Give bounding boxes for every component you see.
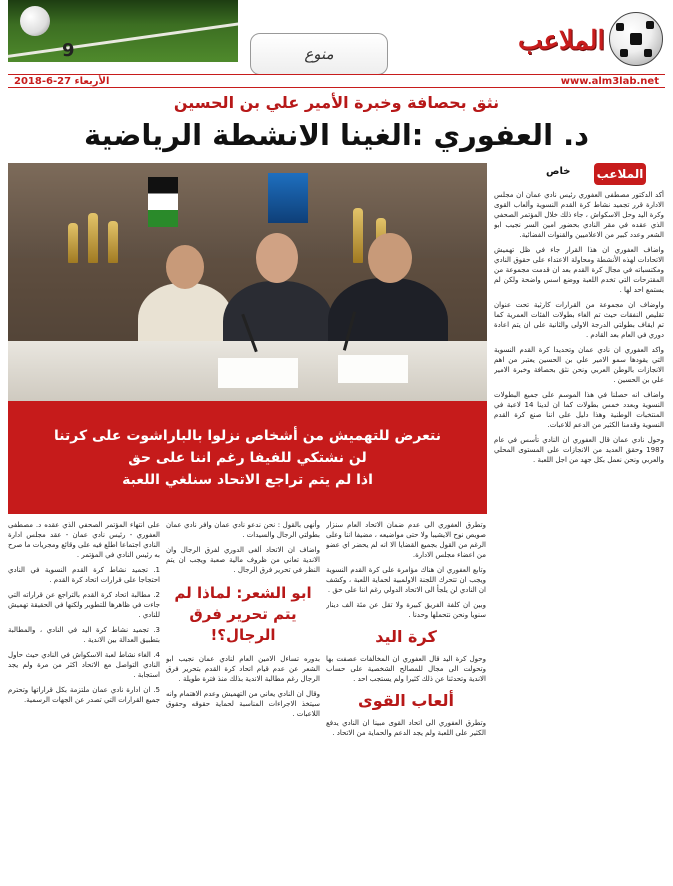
paragraph: واضاف ان الاتحاد ألغى الدوري لفرق الرجال وان الاندية تعاني من ظروف مالية صعبة ويجب ان يتم النظر في تحرير فرق الرجال . <box>166 546 320 574</box>
quote-line: نتعرض للتهميش من أشخاص نزلوا بالباراشوت على كرتنا <box>54 427 441 444</box>
paragraph: وتابع العفوري ان هناك مؤامرة على كرة القدم النسوية ويجب ان تتحرك اللجنة الاولمبية لحماية اللعبة ، وكشف ان النادي لن يلجأ الى الاتحاد الدولي رغم اننا على حق . <box>326 566 486 594</box>
paragraph: وتطرق العفوري الى عدم ضمان الاتحاد العام سنزار صويص نوح الايشيبا ولا حتى مواضيعه ، مضيفا اننا وعلى الرغم من القول بجميع القضايا الا انه لم يحضر اي عضو من اعضاء مجلس الادارة. <box>326 521 486 559</box>
paragraph: واضاف انه حصلنا في هذا الموسم على جميع البطولات النسوية وبعدد خمس بطولات كما ان لدينا 14 لاعبة في المنتخبات الوطنية وهذا دليل على اننا صنع كرة القدم النسوية وقدمنا الكثير من الدعم للاعبات. <box>494 391 664 429</box>
quote-line: لن نشتكي للفيفا رغم اننا على حق <box>128 449 367 466</box>
paragraph: أكد الدكتور مصطفى العفوري رئيس نادي عمان ان مجلس الادارة قرر تجميد نشاط كرة القدم النسوية وألعاب القوى وكرة اليد وحل الاسكواش ، جاء ذلك خلال المؤتمر الصحفي الذي عقده في مقر النادي بحضور امين السر نجيب ابو الشعر وعدد كبير من الاعلاميين والقنوات الفضائية. <box>494 191 664 239</box>
article-tag: الملاعب <box>594 163 646 185</box>
paragraph: 4. الغاء نشاط لعبة الاسكواش في النادي حيث حاول النادي التواصل مع الاتحاد اكثر من مرة ولم يجد استجابة . <box>8 651 160 679</box>
right-column <box>494 190 664 880</box>
soccer-ball-icon <box>609 12 663 66</box>
paragraph: وحول كرة اليد قال العفوري ان المخالفات عصفت بها وتحولت الى مجال للمصالح الشخصية على حساب الاندية وتحدثنا عن ذلك كثيرا ولم يستجب احد . <box>326 655 486 683</box>
paragraph: واضاف العفوري ان هذا القرار جاء في ظل تهميش الاتحادات لهذه الأنشطة ومحاولة الاعتداء على حقوق النادي ومكتسباته في مجال كرة القدم بعد ان قدمت مجموعة من المقترحات التي تخدم اللعبة ووضع اسس واضحة ولكن لم يستمع احد لها . <box>494 246 664 294</box>
paragraph: وقال ان النادي يعاني من التهميش وعدم الاهتمام وانه سيتخذ الاجراءات المناسبة لحماية حقوقه وحقوق اللاعبات . <box>166 690 320 718</box>
left-middle-column <box>166 520 320 880</box>
header-strip <box>8 74 665 88</box>
issue-date: الأربعاء 27-6-2018 <box>14 75 110 87</box>
far-left-column <box>8 520 160 880</box>
article-photo <box>8 163 487 401</box>
subhead-abu-alshaar: ابو الشعر: لماذا لم يتم تحرير فرق الرجال؟! <box>174 584 312 644</box>
paragraph: 2. مطالبة اتحاد كرة القدم بالتراجع عن قراراته التي جاءت في ظاهرها للتطوير ولكنها في الحقيقة تهميش للنادي . <box>8 591 160 619</box>
paragraph: 1. تجميد نشاط كرة القدم النسوية في النادي احتجاجا على قرارات اتحاد كرة القدم . <box>8 566 160 584</box>
article-byline: خاص <box>546 166 571 177</box>
section-label: منوع <box>250 33 388 75</box>
paragraph: وحول نادي عمان قال العفوري ان النادي تأسس في عام 1987 وحقق العديد من الانجازات على المستوى المحلي والعربي ونحن نعمل بكل جهد من اجل اللعبة . <box>494 436 664 464</box>
website-link[interactable]: www.alm3lab.net <box>560 75 659 87</box>
newspaper-logo <box>518 8 663 70</box>
paragraph: واكد العفوري ان نادي عمان وتحديدا كرة القدم النسوية التي يقودها سمو الامير علي بن الحسين يعتبر من اهم الانجازات بالوطن العربي ونحن نثق بحصافة وخبرة الامير علي بن الحسين . <box>494 346 664 384</box>
paragraph: وبين ان كلفة الفريق كبيرة ولا تقل عن مئة الف دينار سنويا ونحن نتحملها وحدنا . <box>326 601 486 619</box>
middle-column <box>326 520 486 880</box>
subhead-athletics: ألعاب القوى <box>358 691 454 710</box>
logo-text: الملاعب <box>518 26 605 56</box>
subhead-handball: كرة اليد <box>375 627 437 646</box>
article-headline: د. العفوري :الغينا الانشطة الرياضية <box>83 118 590 152</box>
football-icon <box>20 6 50 36</box>
paragraph: وتطرق العفوري الى اتحاد القوى مبينا ان النادي يدفع الكثير على اللعبة ولم يجد الدعم والحماية من الاتحاد . <box>326 719 486 737</box>
paragraph: 3. تجميد نشاط كرة اليد في النادي ، والمطالبة بتطبيق العدالة بين الاندية . <box>8 626 160 644</box>
page-number: 9 <box>62 40 75 61</box>
quote-line: اذا لم يتم تراجع الاتحاد سنلغي اللعبة <box>122 471 373 488</box>
header-stadium-photo <box>8 0 238 62</box>
article-kicker: نثق بحصافة وخبرة الأمير علي بن الحسين <box>173 93 500 112</box>
paragraph: واوضاف ان مجموعة من القرارات كارثية تحت عنوان تقليص النفقات حيث تم الغاء بطولات الفئات العمرية كما تم ايقاف بطولتي الدرجة الاولى والثانية على ان يتم اعادة دوري في العام بعد القادم . <box>494 301 664 339</box>
paragraph: 5. ان ادارة نادي عمان ملتزمة بكل قراراتها وتحترم جميع القرارات التي تصدر عن الجهات الرسمية. <box>8 686 160 704</box>
paragraph: بدوره تساءل الامين العام لنادي عمان نجيب ابو الشعر عن عدم قيام اتحاد كرة القدم بتحرير فرق الرجال رغم مطالبة الاندية بذلك منذ فترة طويلة . <box>166 655 320 683</box>
paragraph: وأنهى بالقول : نحن ندعو نادي عمان وافر نادي عمان بطولتي الرجال والسيدات . <box>166 521 320 539</box>
pull-quote <box>8 401 487 514</box>
paragraph: على انتهاء المؤتمر الصحفي الذي عقده د. مصطفى العفوري - رئيس نادي عمان - عقد مجلس ادارة النادي اجتماعا اطلع فيه على وقائع ومجريات ما صرح به رئيس النادي في المؤتمر . <box>8 521 160 559</box>
